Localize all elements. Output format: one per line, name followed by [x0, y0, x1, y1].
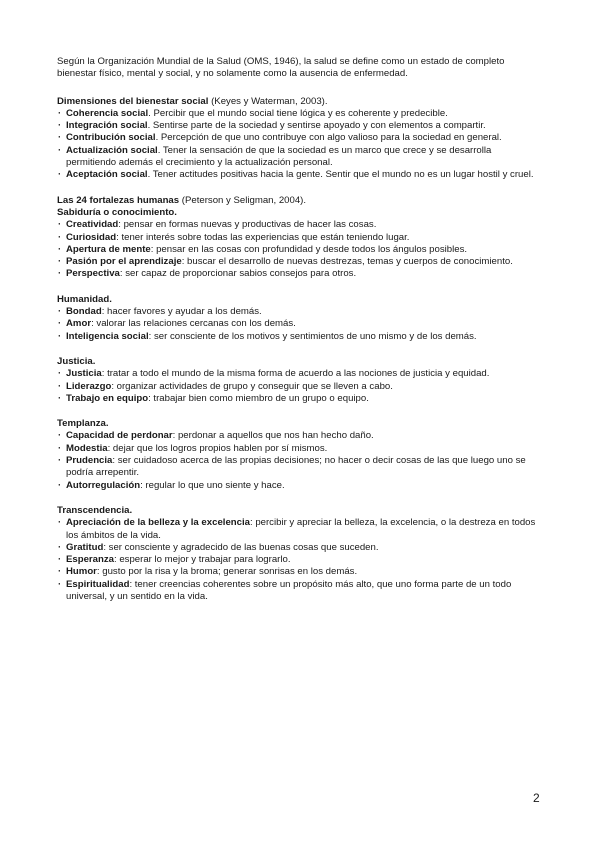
item-term: Esperanza: [66, 554, 114, 566]
item-desc: : percibir y apreciar la belleza, la excelencia, o la destreza en todos los ámbitos de la vida.: [66, 517, 536, 541]
page-number: 2: [533, 791, 540, 805]
item-term: Pasión por el aprendizaje: [66, 256, 182, 268]
strengths-wisdom-section: [57, 195, 544, 281]
item-desc: . Percibir que el mundo social tiene lógica y es coherente y predecible.: [148, 107, 448, 119]
group-title: Justicia.: [57, 355, 96, 367]
item-desc: : tratar a todo el mundo de la misma forma de acuerdo a las nociones de justicia y equidad.: [101, 368, 490, 380]
item-desc: : tener creencias coherentes sobre un propósito más alto, que uno forma parte de un todo universal, y un sentido en la vida.: [66, 578, 512, 602]
list-item: [57, 480, 544, 492]
list-item: [57, 256, 544, 268]
item-term: Modestia: [66, 442, 108, 454]
list-item: [57, 393, 544, 405]
list-item: [57, 443, 544, 455]
list-item: [57, 120, 544, 132]
item-term: Autorregulación: [66, 479, 141, 491]
list-item: [57, 306, 544, 318]
list-item: [57, 232, 544, 244]
strengths-justice-section: [57, 356, 544, 405]
item-term: Apertura de mente: [66, 243, 151, 255]
list-item: [57, 331, 544, 343]
item-desc: : trabajar bien como miembro de un grupo o equipo.: [148, 392, 369, 404]
list-item: [57, 169, 544, 181]
item-term: Gratitud: [66, 541, 104, 553]
list-item: [57, 145, 544, 170]
group-list: [57, 306, 544, 343]
item-desc: : ser consciente de los motivos y sentimientos de uno mismo y de los demás.: [148, 330, 477, 342]
item-desc: : tener interés sobre todas las experiencias que están teniendo lugar.: [116, 231, 410, 243]
item-desc: : pensar en formas nuevas y productivas de hacer las cosas.: [118, 219, 377, 231]
item-term: Justicia: [66, 368, 102, 380]
item-term: Espiritualidad: [66, 578, 130, 590]
group-list: [57, 430, 544, 491]
item-desc: : perdonar a aquellos que nos han hecho daño.: [172, 430, 374, 442]
group-list: [57, 368, 544, 405]
item-term: Bondad: [66, 306, 102, 318]
group-list: [57, 517, 544, 603]
item-desc: : regular lo que uno siente y hace.: [140, 479, 285, 491]
group-title: Templanza.: [57, 418, 109, 430]
list-item: [57, 318, 544, 330]
dimensions-title: Dimensiones del bienestar social: [57, 95, 209, 107]
strengths-humanity-section: [57, 294, 544, 343]
list-item: [57, 554, 544, 566]
dimensions-section: [57, 96, 544, 182]
item-desc: : ser cuidadoso acerca de las propias decisiones; no hacer o decir cosas de las que luego uno se podría arrepentir.: [66, 455, 526, 479]
group-title: Sabiduría o conocimiento.: [57, 206, 177, 218]
list-item: [57, 566, 544, 578]
item-term: Contribución social: [66, 132, 156, 144]
item-desc: . Tener la sensación de que la sociedad es un marco que crece y se desarrolla permitiendo además el crecimiento y la actualización personal.: [66, 144, 492, 169]
list-item: [57, 517, 544, 542]
list-item: [57, 219, 544, 231]
intro-paragraph: Según la Organización Mundial de la Salud (OMS, 1946), la salud se define como un estado de completo bienestar físico, mental y social, y no solamente como la ausencia de enfermedad.: [57, 56, 505, 80]
item-desc: : gusto por la risa y la broma; generar sonrisas en los demás.: [96, 566, 358, 578]
item-term: Humor: [66, 566, 97, 578]
item-term: Integración social: [66, 120, 148, 132]
list-item: [57, 542, 544, 554]
item-term: Inteligencia social: [66, 330, 149, 342]
item-desc: : pensar en las cosas con profundidad y desde todos los ángulos posibles.: [150, 243, 468, 255]
group-title: Humanidad.: [57, 293, 112, 305]
list-item: [57, 368, 544, 380]
item-desc: : buscar el desarrollo de nuevas destrezas, temas y cuerpos de conocimiento.: [181, 256, 513, 268]
document-page: [57, 56, 544, 616]
item-desc: : organizar actividades de grupo y conseguir que se lleven a cabo.: [111, 380, 393, 392]
group-title: Transcendencia.: [57, 504, 133, 516]
item-term: Prudencia: [66, 455, 113, 467]
list-item: [57, 579, 544, 604]
list-item: [57, 244, 544, 256]
item-desc: . Sentirse parte de la sociedad y sentirse apoyado y con elementos a compartir.: [147, 120, 486, 132]
item-term: Liderazgo: [66, 380, 112, 392]
item-term: Apreciación de la belleza y la excelencia: [66, 517, 250, 529]
item-term: Curiosidad: [66, 231, 117, 243]
list-item: [57, 430, 544, 442]
item-term: Perspectiva: [66, 268, 120, 280]
item-desc: . Percepción de que uno contribuye con algo valioso para la sociedad en general.: [155, 132, 502, 144]
item-desc: : ser consciente y agradecido de las buenas cosas que suceden.: [103, 541, 379, 553]
item-term: Actualización social: [66, 144, 158, 156]
item-term: Coherencia social: [66, 107, 149, 119]
item-term: Creatividad: [66, 219, 119, 231]
list-item: [57, 455, 544, 480]
item-term: Aceptación social: [66, 169, 148, 181]
item-term: Amor: [66, 318, 92, 330]
list-item: [57, 108, 544, 120]
item-desc: : valorar las relaciones cercanas con los demás.: [91, 318, 296, 330]
item-desc: . Tener actitudes positivas hacia la gente. Sentir que el mundo no es un lugar hostil y cruel.: [147, 169, 534, 181]
dimensions-list: [57, 108, 544, 182]
strengths-transcendence-section: [57, 505, 544, 603]
item-term: Trabajo en equipo: [66, 392, 149, 404]
item-desc: : ser capaz de proporcionar sabios consejos para otros.: [119, 268, 357, 280]
group-list: [57, 219, 544, 280]
dimensions-heading: [57, 96, 544, 108]
item-term: Capacidad de perdonar: [66, 430, 173, 442]
item-desc: : dejar que los logros propios hablen por sí mismos.: [107, 442, 328, 454]
list-item: [57, 381, 544, 393]
strengths-title: Las 24 fortalezas humanas: [57, 194, 180, 206]
strengths-heading: [57, 195, 544, 207]
list-item: [57, 268, 544, 280]
strengths-source: (Peterson y Seligman, 2004).: [179, 194, 307, 206]
strengths-temperance-section: [57, 418, 544, 492]
list-item: [57, 132, 544, 144]
item-desc: : hacer favores y ayudar a los demás.: [101, 306, 262, 318]
dimensions-source: (Keyes y Waterman, 2003).: [208, 95, 328, 107]
item-desc: : esperar lo mejor y trabajar para lograrlo.: [114, 554, 291, 566]
